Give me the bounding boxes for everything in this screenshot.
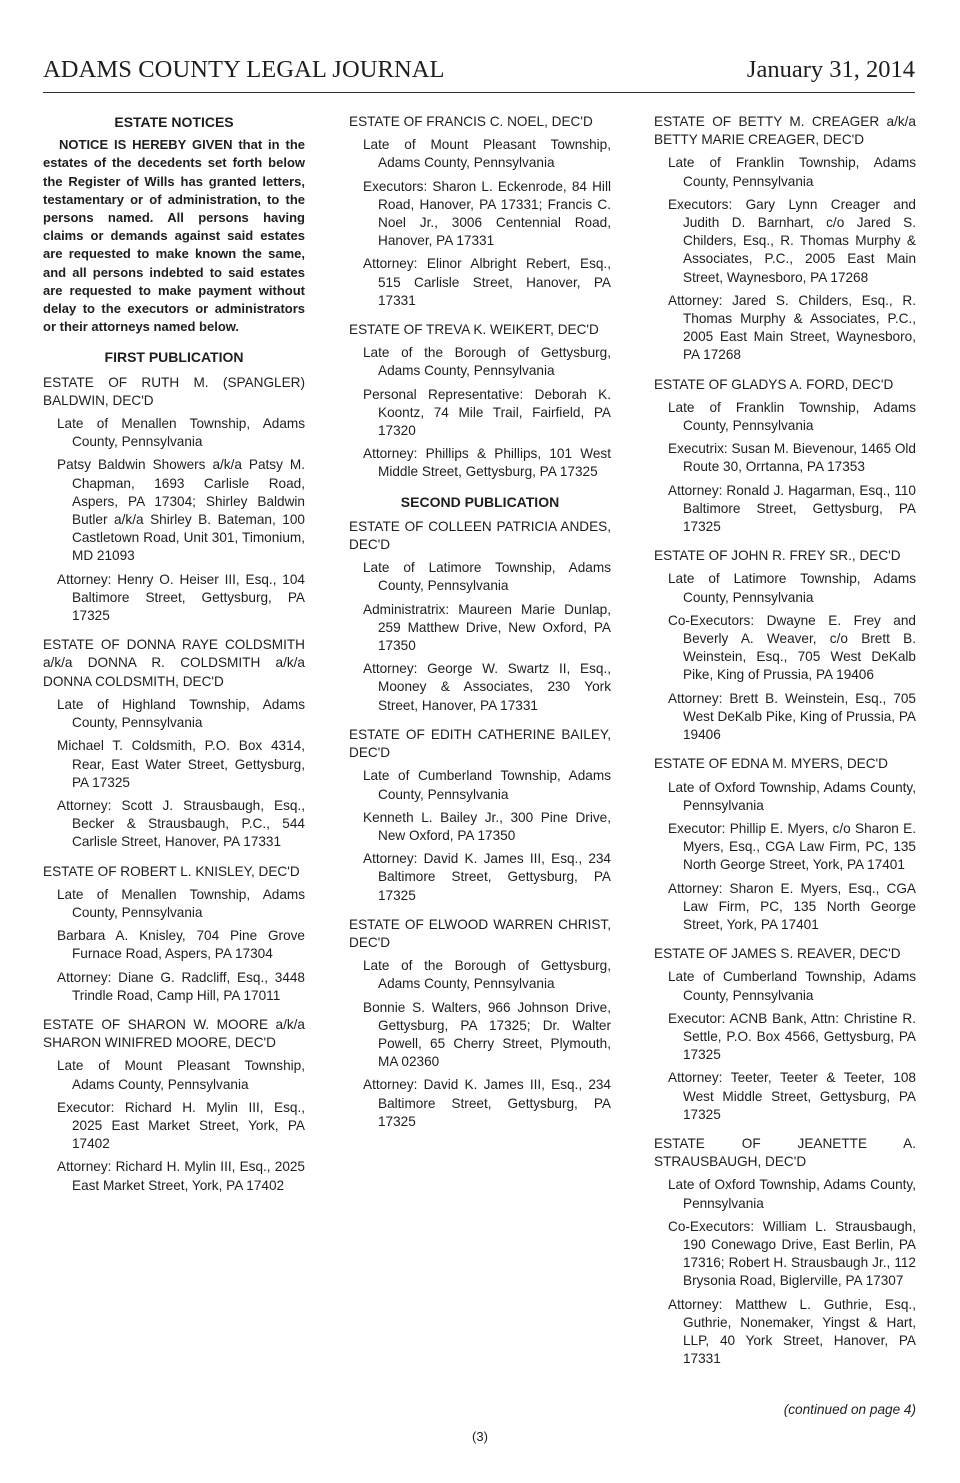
estate-entry: Attorney: Ronald J. Hagarman, Esq., 110 Baltimore Street, Gettysburg, PA 17325 [668, 482, 916, 535]
estate-entry: Attorney: Matthew L. Guthrie, Esq., Guthrie, Nonemaker, Yingst & Hart, LLP, 40 York Street, Hanover, PA 17331 [668, 1296, 916, 1367]
estate-notice [349, 518, 611, 715]
estate-title: ESTATE OF COLLEEN PATRICIA ANDES, DEC'D [349, 518, 611, 553]
column-2 [349, 113, 611, 1142]
estate-entry: Kenneth L. Bailey Jr., 300 Pine Drive, New Oxford, PA 17350 [363, 809, 611, 843]
estate-notice [654, 113, 916, 365]
column-3 [654, 113, 916, 1379]
estate-entry: Bonnie S. Walters, 966 Johnson Drive, Gettysburg, PA 17325; Dr. Walter Powell, 65 Cherry Street, Plymouth, MA 02360 [363, 999, 611, 1070]
estate-entry: Attorney: Jared S. Childers, Esq., R. Thomas Murphy & Associates, P.C., 2005 East Main Street, Waynesboro, PA 17268 [668, 292, 916, 363]
estate-notice [43, 636, 305, 851]
estate-notice [43, 863, 305, 1005]
first-publication-heading: FIRST PUBLICATION [104, 349, 244, 366]
estate-entry: Attorney: Scott J. Strausbaugh, Esq., Becker & Strausbaugh, P.C., 544 Carlisle Street, Hanover, PA 17331 [57, 797, 305, 850]
second-publication-heading: SECOND PUBLICATION [400, 493, 560, 510]
estate-entry: Executor: Phillip E. Myers, c/o Sharon E. Myers, Esq., CGA Law Firm, PC, 135 North George Street, York, PA 17401 [668, 820, 916, 873]
estate-entry: Co-Executors: Dwayne E. Frey and Beverly A. Weaver, c/o Brett B. Weinstein, Esq., 705 West DeKalb Pike, King of Prussia, PA 19406 [668, 612, 916, 683]
estate-entry: Late of Latimore Township, Adams County, Pennsylvania [668, 571, 916, 605]
section-title: ESTATE NOTICES [114, 114, 234, 130]
estate-entry: Co-Executors: William L. Strausbaugh, 190 Conewago Drive, East Berlin, PA 17316; Robert H. Strausbaugh Jr., 112 Brysonia Road, Biglerville, PA 17307 [668, 1218, 916, 1289]
estate-title: ESTATE OF ROBERT L. KNISLEY, DEC'D [43, 863, 300, 879]
estate-entry: Late of Oxford Township, Adams County, Pennsylvania [668, 779, 916, 813]
estate-entry: Patsy Baldwin Showers a/k/a Patsy M. Chapman, 1693 Carlisle Road, Aspers, PA 17304; Shirley Baldwin Butler a/k/a Shirley B. Bateman, 100 Castletown Road, Unit 301, Timonium, MD 21093 [57, 457, 305, 564]
estate-entry: Attorney: David K. James III, Esq., 234 Baltimore Street, Gettysburg, PA 17325 [363, 851, 611, 903]
estate-title: ESTATE OF DONNA RAYE COLDSMITH a/k/a DONNA R. COLDSMITH a/k/a DONNA COLDSMITH, DEC'D [43, 637, 305, 689]
estate-entry: Attorney: Henry O. Heiser III, Esq., 104 Baltimore Street, Gettysburg, PA 17325 [57, 571, 305, 624]
estate-entry: Administratrix: Maureen Marie Dunlap, 259 Matthew Drive, New Oxford, PA 17350 [363, 601, 611, 654]
estate-entry: Late of Menallen Township, Adams County, Pennsylvania [57, 416, 305, 450]
estate-title: ESTATE OF FRANCIS C. NOEL, DEC'D [349, 114, 593, 129]
page-number: (3) [472, 1429, 488, 1444]
estate-title: ESTATE OF EDITH CATHERINE BAILEY, DEC'D [349, 726, 611, 761]
estate-list [349, 518, 611, 1131]
estate-entry: Attorney: Sharon E. Myers, Esq., CGA Law Firm, PC, 135 North George Street, York, PA 17401 [668, 880, 916, 932]
estate-entry: Attorney: Phillips & Phillips, 101 West Middle Street, Gettysburg, PA 17325 [363, 446, 611, 480]
estate-entry: Late of Oxford Township, Adams County, Pennsylvania [668, 1177, 916, 1211]
estate-entry: Attorney: Teeter, Teeter & Teeter, 108 West Middle Street, Gettysburg, PA 17325 [668, 1070, 916, 1122]
estate-entry: Late of Franklin Township, Adams County, Pennsylvania [668, 399, 916, 434]
estate-entry: Executors: Gary Lynn Creager and Judith D. Barnhart, c/o Jared S. Childers, Esq., R. Thomas Murphy & Associates, P.C., 2005 East Main Street, Waynesboro, PA 17268 [668, 196, 916, 285]
column-1 [43, 113, 305, 1206]
estate-list [654, 113, 916, 1368]
estate-entry: Late of Franklin Township, Adams County, Pennsylvania [668, 155, 916, 189]
estate-entry: Late of Mount Pleasant Township, Adams County, Pennsylvania [57, 1058, 305, 1092]
estate-title: ESTATE OF TREVA K. WEIKERT, DEC'D [349, 322, 599, 338]
estate-title: ESTATE OF BETTY M. CREAGER a/k/a BETTY MARIE CREAGER, DEC'D [654, 114, 916, 148]
estate-entry: Attorney: Brett B. Weinstein, Esq., 705 West DeKalb Pike, King of Prussia, PA 19406 [668, 690, 916, 743]
journal-title: ADAMS COUNTY LEGAL JOURNAL [43, 56, 445, 83]
estate-title: ESTATE OF RUTH M. (SPANGLER) BALDWIN, DEC'D [43, 374, 305, 408]
estate-notice [654, 945, 916, 1124]
estate-list [43, 374, 305, 1195]
estate-entry: Attorney: Elinor Albright Rebert, Esq., 515 Carlisle Street, Hanover, PA 17331 [363, 256, 611, 308]
estate-entry: Executors: Sharon L. Eckenrode, 84 Hill Road, Hanover, PA 17331; Francis C. Noel Jr., 3006 Centennial Road, Hanover, PA 17331 [363, 178, 611, 249]
estate-notice [349, 321, 611, 482]
estate-notice [654, 547, 916, 744]
estate-notice [349, 726, 611, 905]
estate-entry: Late of Highland Township, Adams County, Pennsylvania [57, 696, 305, 731]
estate-entry: Michael T. Coldsmith, P.O. Box 4314, Rear, East Water Street, Gettysburg, PA 17325 [57, 738, 305, 790]
estate-notice [349, 113, 611, 310]
estate-title: ESTATE OF JEANETTE A. STRAUSBAUGH, DEC'D [654, 1135, 916, 1170]
estate-entry: Late of Mount Pleasant Township, Adams County, Pennsylvania [363, 137, 611, 171]
estate-list [349, 113, 611, 482]
estate-title: ESTATE OF SHARON W. MOORE a/k/a SHARON WINIFRED MOORE, DEC'D [43, 1016, 305, 1051]
estate-notice [654, 755, 916, 934]
estate-title: ESTATE OF GLADYS A. FORD, DEC'D [654, 376, 894, 392]
estate-entry: Late of Cumberland Township, Adams County, Pennsylvania [668, 969, 916, 1003]
estate-entry: Attorney: Diane G. Radcliff, Esq., 3448 Trindle Road, Camp Hill, PA 17011 [57, 969, 305, 1003]
continued-note: (continued on page 4) [783, 1402, 916, 1417]
estate-entry: Executor: ACNB Bank, Attn: Christine R. Settle, P.O. Box 4566, Gettysburg, PA 17325 [668, 1010, 916, 1063]
estate-entry: Late of the Borough of Gettysburg, Adams County, Pennsylvania [363, 345, 611, 379]
estate-notice [43, 1016, 305, 1195]
estate-entry: Late of Latimore Township, Adams County, Pennsylvania [363, 560, 611, 594]
estate-entry: Barbara A. Knisley, 704 Pine Grove Furnace Road, Aspers, PA 17304 [57, 928, 305, 962]
estate-entry: Late of the Borough of Gettysburg, Adams County, Pennsylvania [363, 958, 611, 992]
estate-notice [654, 1135, 916, 1368]
estate-entry: Personal Representative: Deborah K. Koontz, 74 Mile Trail, Fairfield, PA 17320 [363, 386, 611, 439]
estate-entry: Attorney: David K. James III, Esq., 234 Baltimore Street, Gettysburg, PA 17325 [363, 1077, 611, 1129]
estate-entry: Attorney: Richard H. Mylin III, Esq., 2025 East Market Street, York, PA 17402 [57, 1159, 305, 1193]
estate-notice [349, 916, 611, 1131]
estate-title: ESTATE OF EDNA M. MYERS, DEC'D [654, 756, 888, 772]
notice-intro: NOTICE IS HEREBY GIVEN that in the estates of the decedents set forth below the Register of Wills has granted letters, testamentary or of administration, to the persons named. All persons having claims or demands against said estates are requested to make known the same, and all persons indebted to said estates are requested to make payment without delay to the executors or administrators or their attorneys named below. [43, 137, 305, 335]
issue-date: January 31, 2014 [746, 56, 915, 83]
estate-entry: Late of Cumberland Township, Adams County, Pennsylvania [363, 768, 611, 802]
estate-entry: Executor: Richard H. Mylin III, Esq., 2025 East Market Street, York, PA 17402 [57, 1099, 305, 1152]
masthead [43, 52, 915, 93]
estate-entry: Attorney: George W. Swartz II, Esq., Mooney & Associates, 230 York Street, Hanover, PA 17331 [363, 661, 611, 713]
estate-entry: Executrix: Susan M. Bievenour, 1465 Old Route 30, Orrtanna, PA 17353 [668, 441, 916, 475]
estate-title: ESTATE OF JAMES S. REAVER, DEC'D [654, 946, 901, 962]
estate-notice [43, 374, 305, 626]
estate-title: ESTATE OF ELWOOD WARREN CHRIST, DEC'D [349, 916, 611, 950]
estate-notice [654, 376, 916, 537]
estate-entry: Late of Menallen Township, Adams County, Pennsylvania [57, 886, 305, 920]
estate-title: ESTATE OF JOHN R. FREY SR., DEC'D [654, 548, 901, 564]
